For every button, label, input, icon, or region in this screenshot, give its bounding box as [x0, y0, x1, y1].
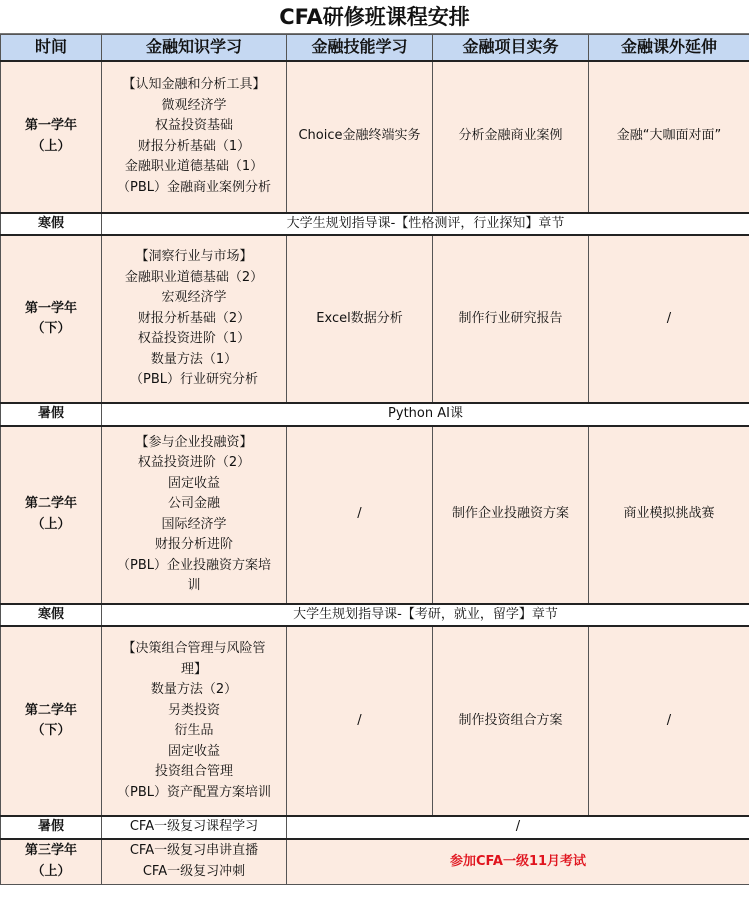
knowledge-line: （PBL）资产配置方案培训 [116, 784, 271, 800]
extension-cell: 商业模拟挑战赛 [589, 426, 749, 604]
knowledge-line: （PBL）金融商业案例分析 [116, 179, 271, 195]
knowledge-line: 微观经济学 [161, 97, 227, 113]
term-row-y2-spring [1, 626, 749, 816]
header-knowledge: 金融知识学习 [102, 35, 287, 61]
project-cell: 制作投资组合方案 [433, 626, 589, 816]
knowledge-line: 宏观经济学 [161, 290, 227, 306]
knowledge-cell [102, 235, 287, 403]
term-row-y2-fall [1, 426, 749, 604]
knowledge-line: 【洞察行业与市场】 [135, 249, 253, 265]
knowledge-line: 固定收益 [167, 475, 220, 491]
knowledge-line: CFA一级复习串讲直播 [129, 843, 259, 859]
term-year: 第二学年 [24, 702, 77, 718]
knowledge-line: 金融职业道德基础（1） [124, 159, 264, 174]
knowledge-line: 训 [187, 578, 201, 593]
term-label [1, 626, 102, 816]
extension-cell: 金融“大咖面对面” [589, 61, 749, 213]
exam-note: 参加CFA一级11月考试 [287, 839, 749, 885]
knowledge-line: 财报分析基础（1） [137, 138, 251, 154]
project-cell: 制作企业投融资方案 [433, 426, 589, 604]
term-label [1, 235, 102, 403]
header-project: 金融项目实务 [433, 35, 589, 61]
header-time: 时间 [1, 35, 102, 61]
break-content: 大学生规划指导课-【考研，就业，留学】章节 [102, 604, 749, 627]
break-label: 寒假 [1, 604, 102, 627]
header-extension: 金融课外延伸 [589, 35, 749, 61]
page-title: CFA研修班课程安排 [0, 0, 749, 34]
extension-cell: / [589, 235, 749, 403]
break-label: 暑假 [1, 816, 102, 839]
knowledge-line: 金融职业道德基础（2） [124, 269, 264, 285]
knowledge-line: 【决策组合管理与风险管 [122, 641, 266, 656]
knowledge-cell [102, 426, 287, 604]
knowledge-cell [102, 626, 287, 816]
term-year: 第一学年 [24, 300, 77, 316]
term-year: 第三学年 [24, 843, 77, 859]
break-content: 大学生规划指导课-【性格测评，行业探知】章节 [102, 213, 749, 236]
skill-cell: Choice金融终端实务 [287, 61, 433, 213]
term-year: 第一学年 [24, 118, 77, 133]
term-row-y3-fall [1, 839, 749, 885]
term-label [1, 426, 102, 604]
knowledge-line: 衍生品 [174, 723, 214, 738]
knowledge-line: 财报分析进阶 [154, 537, 233, 552]
knowledge-line: CFA一级复习冲刺 [142, 863, 246, 879]
knowledge-cell [102, 61, 287, 213]
skill-cell: / [287, 426, 433, 604]
knowledge-line: 数量方法（1） [150, 351, 238, 367]
skill-cell: Excel数据分析 [287, 235, 433, 403]
knowledge-line: 【认知金融和分析工具】 [122, 77, 266, 92]
term-half: （下） [31, 723, 71, 738]
break-row-summer-1 [1, 403, 749, 426]
term-half: （上） [31, 516, 71, 532]
knowledge-cell [102, 839, 287, 885]
knowledge-line: 权益投资进阶（1） [137, 331, 251, 347]
term-label [1, 61, 102, 213]
term-half: （上） [31, 863, 71, 879]
term-row-y1-fall [1, 61, 749, 213]
knowledge-line: 投资组合管理 [154, 764, 233, 779]
term-half: （上） [31, 138, 71, 154]
knowledge-line: 固定收益 [167, 743, 220, 759]
extension-cell: / [589, 626, 749, 816]
skill-cell: / [287, 626, 433, 816]
term-label [1, 839, 102, 885]
project-cell: 制作行业研究报告 [433, 235, 589, 403]
knowledge-line: 国际经济学 [161, 516, 227, 532]
knowledge-line: 公司金融 [167, 496, 220, 511]
term-row-y1-spring [1, 235, 749, 403]
header-row [1, 35, 749, 61]
knowledge-line: 理】 [180, 661, 207, 677]
term-half: （下） [31, 321, 71, 336]
term-year: 第二学年 [24, 496, 77, 511]
schedule-table [0, 34, 749, 885]
break-row-winter-2 [1, 604, 749, 627]
break-content: / [287, 816, 749, 839]
knowledge-line: 财报分析基础（2） [137, 310, 251, 326]
break-label: 寒假 [1, 213, 102, 236]
project-cell: 分析金融商业案例 [433, 61, 589, 213]
knowledge-line: 权益投资进阶（2） [137, 455, 251, 470]
knowledge-line: （PBL）企业投融资方案培 [116, 557, 271, 573]
knowledge-line: 权益投资基础 [154, 118, 233, 133]
header-skill: 金融技能学习 [287, 35, 433, 61]
knowledge-line: （PBL）行业研究分析 [129, 372, 258, 388]
break-row-winter-1 [1, 213, 749, 236]
break-row-summer-2 [1, 816, 749, 839]
knowledge-line: 数量方法（2） [150, 682, 238, 697]
break-label: 暑假 [1, 403, 102, 426]
knowledge-line: 另类投资 [167, 702, 220, 718]
break-content: Python AI课 [102, 403, 749, 426]
break-knowledge: CFA一级复习课程学习 [102, 816, 287, 839]
knowledge-line: 【参与企业投融资】 [135, 434, 253, 450]
